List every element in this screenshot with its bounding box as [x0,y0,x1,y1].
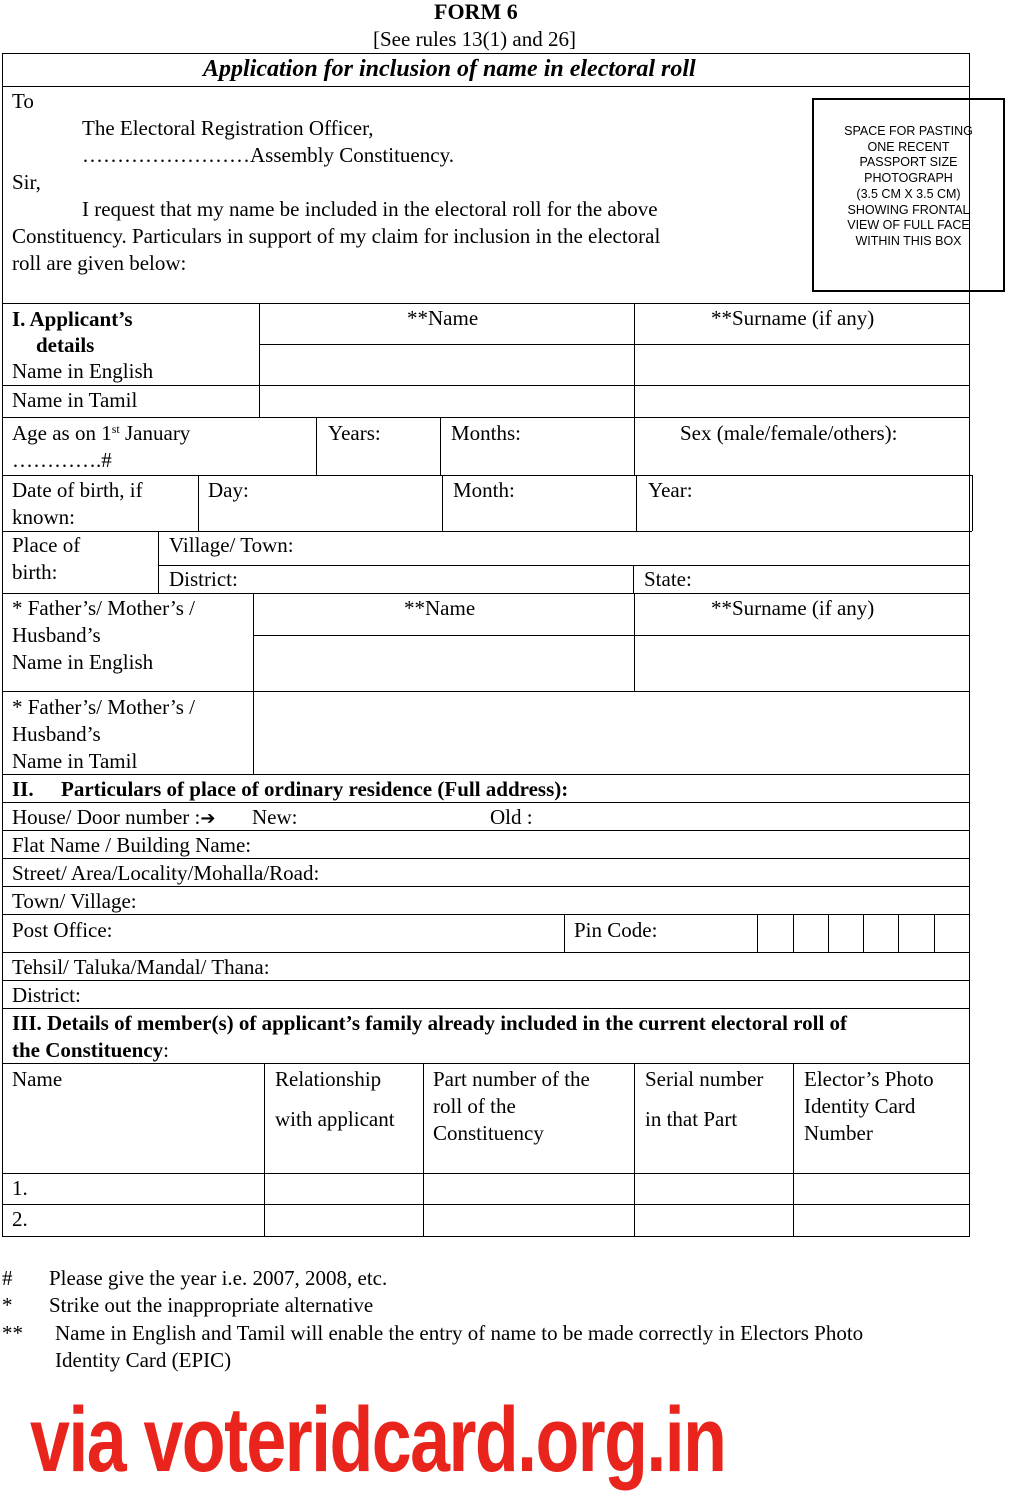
pob-label: Place of [12,533,81,557]
house-new-field[interactable]: New: [252,805,298,829]
relative-ta-label-2: Husband’s [12,722,101,746]
post-office-field[interactable]: Post Office: [12,918,113,942]
relative-en-label-2: Husband’s [12,623,101,647]
letter-constituency: ……………………Assembly Constituency. [82,143,454,167]
table-row-number: 2. [12,1207,28,1231]
letter-to: To [12,89,34,113]
footnote-double-star: Name in English and Tamil will enable the entry of name to be made correctly in Electors Photo [55,1321,864,1345]
letter-body-line2: Constituency. Particulars in support of my claim for inclusion in the electoral [12,224,661,248]
letter-body-line1: I request that my name be included in the electoral roll for the above [82,197,658,221]
table-row[interactable] [40,1175,968,1203]
relative-name-english-field[interactable] [254,637,633,690]
section1-heading-2: details [36,333,95,357]
col-member-name: Name [12,1067,63,1091]
section3-heading-2: the Constituency: [12,1038,169,1062]
col-serial-number-2: in that Part [645,1107,738,1131]
section3-heading: III. Details of member(s) of applicant’s family already included in the current electoral roll of [12,1011,848,1035]
relative-surname-english-field[interactable] [635,637,968,690]
pob-label-2: birth: [12,560,58,584]
photo-line: ONE RECENT [867,139,950,154]
col-relationship: Relationship [275,1067,382,1091]
flat-field[interactable]: Flat Name / Building Name: [12,833,252,857]
photo-line: PHOTOGRAPH [864,171,953,186]
footnote-double-star-2: Identity Card (EPIC) [55,1348,232,1372]
photo-line: SHOWING FRONTAL [847,202,970,217]
dob-day-field[interactable]: Day: [208,478,249,502]
tehsil-field[interactable]: Tehsil/ Taluka/Mandal/ Thana: [12,955,270,979]
pob-village-field[interactable]: Village/ Town: [169,533,294,557]
pin-code-label: Pin Code: [574,918,658,942]
applicant-surname-english-field[interactable] [635,346,968,384]
photo-line: (3.5 CM X 3.5 CM) [856,186,961,201]
pob-state-field[interactable]: State: [644,567,692,591]
section2-heading: Particulars of place of ordinary residence (Full address): [61,777,569,801]
district-field[interactable]: District: [12,983,81,1007]
relative-ta-label-3: Name in Tamil [12,749,138,773]
relative-col-name: **Name [404,596,476,620]
applicant-name-english-field[interactable] [260,346,633,384]
pin-code-boxes[interactable] [758,916,968,951]
photo-line: WITHIN THIS BOX [855,233,962,248]
relative-ta-label: * Father’s/ Mother’s / [12,695,195,719]
pob-district-field[interactable]: District: [169,567,238,591]
dob-year-field[interactable]: Year: [648,478,693,502]
arrow-icon: ➔ [200,808,216,829]
town-village-field[interactable]: Town/ Village: [12,889,137,913]
name-english-label: Name in English [12,359,154,383]
applicant-surname-tamil-field[interactable] [635,387,968,416]
sex-field[interactable]: Sex (male/female/others): [680,421,898,445]
table-row-number: 1. [12,1176,28,1200]
dob-label-2: known: [12,505,75,529]
col-relationship-2: with applicant [275,1107,395,1131]
applicant-name-tamil-field[interactable] [260,387,633,416]
section2-number: II. [12,777,34,801]
photo-line: VIEW OF FULL FACE [847,218,970,233]
street-field[interactable]: Street/ Area/Locality/Mohalla/Road: [12,861,320,885]
footnote-hash: Please give the year i.e. 2007, 2008, etc. [49,1266,388,1290]
relative-en-label: * Father’s/ Mother’s / [12,596,195,620]
col-part-number: Part number of the [433,1067,590,1091]
photo-line: SPACE FOR PASTING [844,124,973,138]
col-epic: Elector’s Photo [804,1067,934,1091]
footnote-double-star-symbol: ** [2,1321,23,1345]
col-part-number-2: roll of the [433,1094,516,1118]
form-title: FORM 6 [434,0,518,24]
dob-label: Date of birth, if [12,478,143,502]
col-serial-number: Serial number [645,1067,764,1091]
house-old-field[interactable]: Old : [490,805,533,829]
relative-name-tamil-field[interactable] [254,693,968,773]
rules-reference: [See rules 13(1) and 26] [373,27,576,51]
letter-body-line3: roll are given below: [12,251,187,275]
relative-col-surname: **Surname (if any) [711,596,875,620]
col-name-header: **Name [407,306,479,330]
letter-salutation: Sir, [12,170,41,194]
age-year-blank: ………….# [12,448,112,472]
col-epic-3: Number [804,1121,873,1145]
dob-month-field[interactable]: Month: [453,478,515,502]
months-field[interactable]: Months: [451,421,522,445]
footnote-star-symbol: * [2,1293,13,1317]
photo-box[interactable] [812,98,1005,292]
application-title: Application for inclusion of name in electoral roll [203,56,696,82]
col-surname-header: **Surname (if any) [711,306,875,330]
relative-en-label-3: Name in English [12,650,154,674]
footnote-hash-symbol: # [2,1266,13,1290]
table-row[interactable] [40,1206,968,1235]
photo-line: PASSPORT SIZE [859,155,958,170]
letter-officer: The Electoral Registration Officer, [82,116,374,140]
col-epic-2: Identity Card [804,1094,916,1118]
years-field[interactable]: Years: [328,421,381,445]
name-tamil-label: Name in Tamil [12,388,138,412]
col-part-number-3: Constituency [433,1121,544,1145]
house-door-label: House/ Door number :➔ [12,805,216,829]
footnote-star: Strike out the inappropriate alternative [49,1293,374,1317]
section1-heading: I. Applicant’s [12,307,133,331]
age-label: Age as on 1st January [12,421,191,445]
watermark: via voteridcard.org.in [30,1389,726,1491]
